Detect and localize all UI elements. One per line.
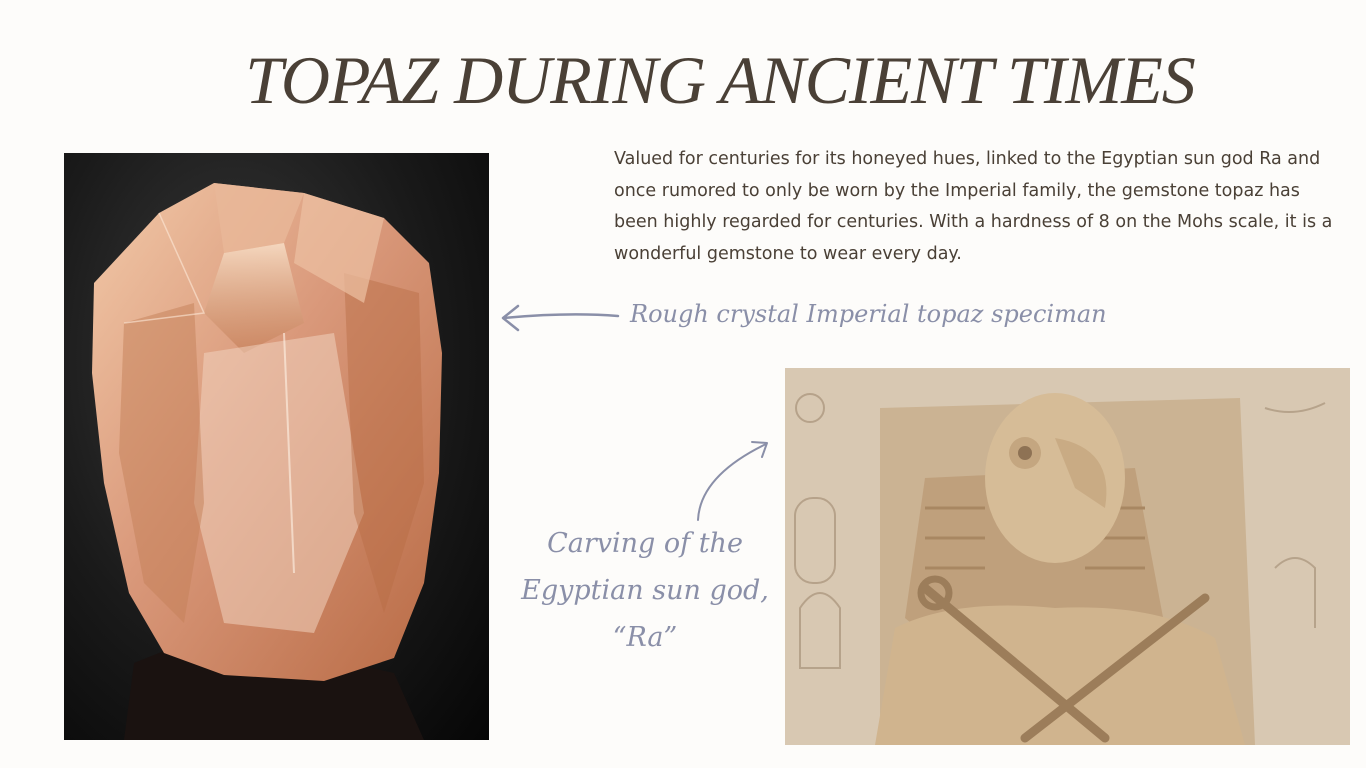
description-paragraph: Valued for centuries for its honeyed hues, linked to the Egyptian sun god Ra and once rumored to only be worn by the Imperial family, the gemstone topaz has been highly regarded for centuries. With a hardness of 8 on the Mohs scale, it is a wonderful gemstone to wear every day. [614,149,1333,264]
ra-carving-photo [785,368,1350,745]
left-arrow-icon [498,302,623,334]
page-title: TOPAZ DURING ANCIENT TIMES [245,42,1195,118]
curved-arrow-icon [690,436,780,526]
carving-caption-line1: Carving of the [547,528,743,559]
carving-caption [520,520,770,661]
carving-caption-line2: Egyptian sun god, [521,575,769,606]
topaz-crystal-photo [64,153,489,740]
rough-crystal-caption: Rough crystal Imperial topaz speciman [630,300,1107,328]
carving-caption-line3: “Ra” [612,622,678,653]
